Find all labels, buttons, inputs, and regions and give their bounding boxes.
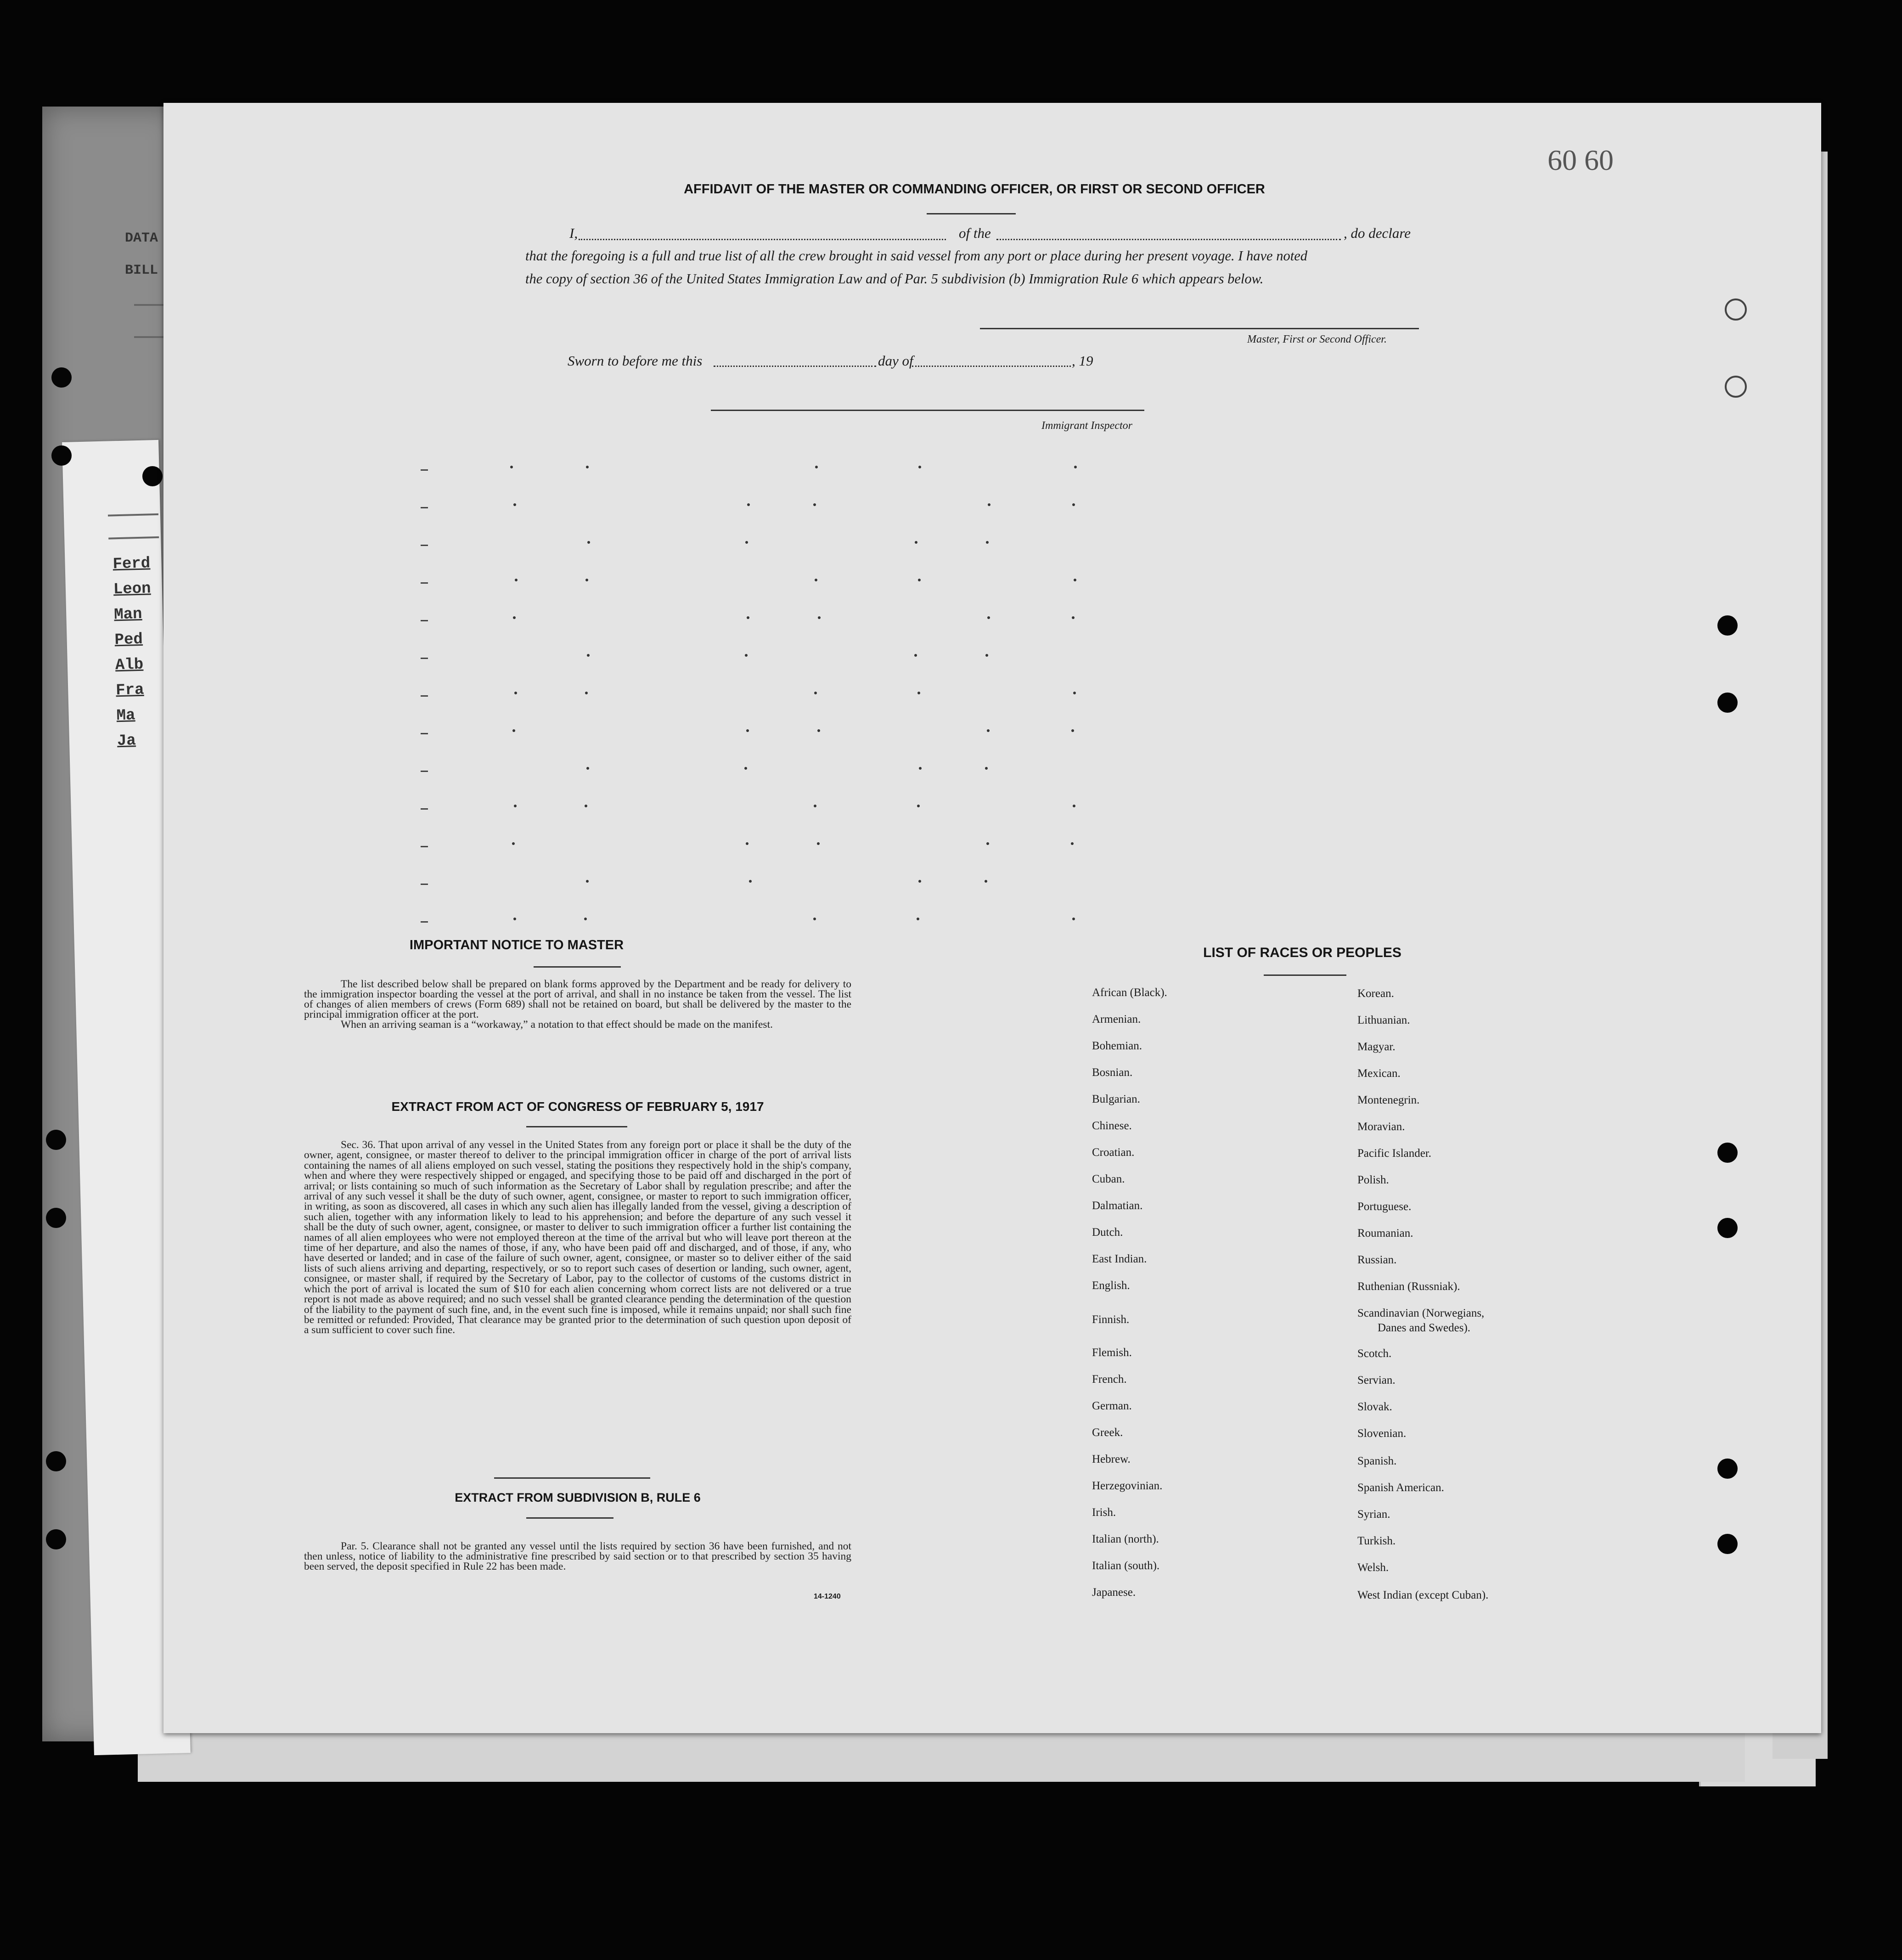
race-item: Ruthenian (Russniak).: [1357, 1280, 1460, 1293]
race-item: Korean.: [1357, 987, 1394, 1000]
slip-name: Man: [113, 605, 142, 624]
grid-dot: [515, 579, 518, 581]
grid-dot: [985, 654, 988, 657]
grid-dot: [814, 805, 816, 807]
grid-dot: [587, 541, 590, 544]
race-item: Slovenian.: [1357, 1427, 1407, 1440]
races-title: LIST OF RACES OR PEOPLES: [1203, 945, 1401, 960]
race-item: Syrian.: [1357, 1508, 1390, 1521]
extract-act-body: [304, 1140, 851, 1335]
race-item: Bohemian.: [1092, 1040, 1142, 1052]
race-item: Welsh.: [1357, 1561, 1389, 1574]
grid-dot: [1072, 616, 1075, 619]
grid-dot: [585, 579, 588, 581]
race-item: Cuban.: [1092, 1173, 1125, 1185]
race-item: Croatian.: [1092, 1146, 1135, 1159]
affidavit-line-3: the copy of section 36 of the United States Immigration Law and of Par. 5 subdivision (b) Immigration Rule 6 which appears below.: [525, 271, 1264, 287]
grid-dot: [817, 842, 820, 845]
slip-rule: [108, 513, 158, 517]
grid-dot: [1073, 805, 1075, 807]
slip-name: Ferd: [113, 555, 151, 574]
back-sheet-text-2: BILL: [125, 263, 158, 278]
race-item: Armenian.: [1092, 1013, 1141, 1025]
race-item: Pacific Islander.: [1357, 1147, 1432, 1160]
race-item: Scotch.: [1357, 1347, 1392, 1360]
grid-dot: [1071, 842, 1074, 845]
race-item: West Indian (except Cuban).: [1357, 1589, 1489, 1601]
slip-name: Ped: [114, 631, 143, 649]
race-item: Magyar.: [1357, 1041, 1396, 1053]
grid-dot: [513, 616, 516, 619]
grid-dot: [585, 692, 588, 694]
grid-dot: [585, 805, 587, 807]
grid-dot: [815, 466, 818, 468]
grid-dot: [986, 842, 989, 845]
notice-paragraph-2: When an arriving seaman is a “workaway,” a notation to that effect should be made on the manifest.: [341, 1019, 773, 1031]
race-item: Montenegrin.: [1357, 1094, 1420, 1106]
grid-dot: [586, 466, 589, 468]
binder-hole-right: [1717, 1459, 1738, 1479]
race-item: Herzegovinian.: [1092, 1480, 1163, 1492]
grid-dot: [513, 918, 516, 920]
grid-dash: [421, 620, 428, 621]
slip-name: Fra: [115, 681, 145, 700]
grid-dot: [586, 880, 589, 883]
slip-rule: [108, 536, 159, 540]
affidavit-declare-label: , do declare: [1344, 225, 1411, 241]
race-item: Chinese.: [1092, 1120, 1132, 1132]
form-number: 14-1240: [814, 1593, 841, 1600]
sworn-month-field[interactable]: [912, 366, 1071, 367]
grid-dash: [421, 658, 428, 659]
back-sheet-text-1: DATA: [125, 231, 158, 246]
grid-dot: [985, 880, 987, 883]
affidavit-title: AFFIDAVIT OF THE MASTER OR COMMANDING OFFICER, OR FIRST OR SECOND OFFICER: [684, 182, 1265, 197]
grid-dot: [918, 880, 921, 883]
race-item: Mexican.: [1357, 1067, 1401, 1080]
grid-dot: [745, 654, 748, 657]
grid-dash: [421, 808, 428, 810]
race-item: Dalmatian.: [1092, 1200, 1143, 1212]
grid-dot: [749, 880, 752, 883]
affidavit-vessel-label: of the: [959, 225, 991, 241]
grid-dot: [986, 541, 989, 544]
grid-dot: [1072, 503, 1075, 506]
grid-dot: [915, 541, 917, 544]
inspector-label: Immigrant Inspector: [1041, 420, 1132, 432]
grid-dot: [917, 918, 919, 920]
race-item: Polish.: [1357, 1174, 1389, 1186]
race-item: Italian (north).: [1092, 1533, 1159, 1545]
slip-name: Leon: [113, 580, 152, 599]
binder-hole: [46, 1130, 66, 1150]
form-sheet: [163, 103, 1821, 1733]
binder-hole-right: [1725, 376, 1747, 398]
grid-dash: [421, 846, 428, 847]
grid-dash: [421, 582, 428, 584]
grid-dot: [1074, 466, 1077, 468]
sworn-day-label: day of: [878, 353, 913, 369]
extract-rule-underline: [526, 1517, 613, 1519]
grid-dot: [813, 918, 816, 920]
grid-dash: [421, 695, 428, 697]
grid-dash: [421, 771, 428, 772]
binder-hole-right: [1717, 1534, 1738, 1554]
grid-dot: [1071, 729, 1074, 732]
race-item: East Indian.: [1092, 1253, 1147, 1265]
slip-name: Ma: [116, 707, 135, 725]
binder-hole-right: [1725, 299, 1747, 321]
race-item: Slovak.: [1357, 1401, 1392, 1413]
grid-dot: [747, 503, 750, 506]
grid-dot: [513, 503, 516, 506]
grid-dot: [987, 729, 990, 732]
grid-dot: [512, 842, 515, 845]
race-item: Lithuanian.: [1357, 1014, 1410, 1026]
grid-dot: [1074, 579, 1076, 581]
binder-hole: [142, 466, 163, 486]
slip-name: Alb: [115, 656, 144, 675]
grid-dash: [421, 507, 428, 508]
binder-hole: [46, 1529, 66, 1549]
bottom-sheet-edge: [138, 1727, 1745, 1782]
race-scandinavian-continued: Danes and Swedes).: [1378, 1322, 1471, 1334]
page-number-mark: 60 60: [1547, 144, 1614, 176]
race-item: Servian.: [1357, 1374, 1396, 1386]
race-item: Bulgarian.: [1092, 1093, 1140, 1105]
extract-rule-text: Par. 5. Clearance shall not be granted any vessel until the lists required by section 36 have been furnished, and not then unless, notice of liability to the administrative fine prescribed by said section or to that prescribed by section 35 having been served, the deposit specified in Rule 22 has been made.: [304, 1540, 851, 1572]
grid-dash: [421, 884, 428, 885]
grid-dash: [421, 921, 428, 923]
grid-dot: [814, 692, 817, 694]
binder-hole: [51, 367, 72, 388]
race-item: Hebrew.: [1092, 1453, 1131, 1465]
race-item: Japanese.: [1092, 1586, 1136, 1599]
race-item: Irish.: [1092, 1506, 1116, 1519]
race-item: Portuguese.: [1357, 1200, 1412, 1213]
grid-dot: [745, 541, 748, 544]
grid-dot: [917, 692, 920, 694]
grid-dot: [512, 729, 515, 732]
grid-dot: [746, 729, 749, 732]
binder-hole-right: [1717, 615, 1738, 636]
grid-dot: [918, 579, 921, 581]
inspector-signature-line[interactable]: [711, 410, 1144, 411]
sworn-label: Sworn to before me this: [568, 353, 703, 369]
binder-hole: [46, 1208, 66, 1228]
notice-underline: [534, 966, 621, 968]
race-item: Bosnian.: [1092, 1066, 1133, 1079]
grid-dot: [987, 616, 990, 619]
grid-dash: [421, 545, 428, 546]
race-item: Turkish.: [1357, 1535, 1396, 1547]
grid-dot: [514, 805, 517, 807]
race-item: Dutch.: [1092, 1226, 1123, 1239]
binder-hole-right: [1717, 693, 1738, 713]
binder-hole-right: [1717, 1218, 1738, 1238]
extract-rule-body: [304, 1541, 851, 1571]
race-item: English.: [1092, 1279, 1130, 1292]
race-item: Finnish.: [1092, 1313, 1130, 1326]
rule-separator: [494, 1477, 650, 1479]
affidavit-name-label: I,: [569, 225, 578, 241]
race-item: Spanish American.: [1357, 1481, 1444, 1494]
binder-hole-right: [1717, 1143, 1738, 1163]
vessel-name-field[interactable]: [996, 239, 1341, 240]
race-item: Italian (south).: [1092, 1560, 1160, 1572]
race-item: Roumanian.: [1357, 1227, 1413, 1239]
race-item: Spanish.: [1357, 1455, 1397, 1467]
notice-body: [304, 979, 851, 1030]
notice-paragraph-1: The list described below shall be prepared on blank forms approved by the Department and be ready for delivery to the immigration inspector boarding the vessel at the port of arrival, and shall in no instance be taken from the vessel. The list of changes of alien members of crews (Form 689) shall not be retained on board, but shall be delivered by the master to the principal immigration officer at the port.: [304, 978, 851, 1020]
grid-dot: [813, 503, 816, 506]
races-underline: [1264, 974, 1346, 976]
grid-dot: [988, 503, 990, 506]
affidavit-line-2: that the foregoing is a full and true list of all the crew brought in said vessel from any port or place during her present voyage. I have noted: [525, 248, 1307, 264]
grid-dot: [1072, 918, 1075, 920]
grid-dot: [815, 579, 817, 581]
grid-dot: [510, 466, 513, 468]
signature-line[interactable]: [980, 328, 1419, 329]
race-item: French.: [1092, 1373, 1127, 1386]
grid-dot: [918, 466, 921, 468]
grid-dot: [514, 692, 517, 694]
notice-title: IMPORTANT NOTICE TO MASTER: [409, 938, 624, 952]
race-item: African (Black).: [1092, 986, 1167, 999]
grid-dash: [421, 469, 428, 471]
grid-dot: [818, 616, 821, 619]
title-underline: [927, 213, 1016, 214]
slip-name: Ja: [117, 732, 136, 750]
grid-dot: [919, 767, 922, 770]
master-name-field[interactable]: [579, 239, 946, 240]
grid-dot: [744, 767, 747, 770]
grid-dot: [747, 616, 749, 619]
race-item: Russian.: [1357, 1254, 1397, 1266]
grid-dot: [914, 654, 917, 657]
extract-act-title: EXTRACT FROM ACT OF CONGRESS OF FEBRUARY 5, 1917: [391, 1099, 764, 1114]
sworn-day-field[interactable]: [714, 366, 876, 367]
binder-hole: [51, 445, 72, 466]
signature-label: Master, First or Second Officer.: [1247, 333, 1387, 345]
race-item: Scandinavian (Norwegians,: [1357, 1307, 1485, 1319]
grid-dot: [1073, 692, 1076, 694]
extract-act-underline: [526, 1126, 627, 1127]
race-item: German.: [1092, 1400, 1132, 1412]
grid-dot: [817, 729, 820, 732]
grid-dash: [421, 733, 428, 734]
extract-rule-title: EXTRACT FROM SUBDIVISION B, RULE 6: [455, 1491, 701, 1504]
grid-dot: [586, 767, 589, 770]
race-item: Greek.: [1092, 1426, 1123, 1439]
race-item: Moravian.: [1357, 1121, 1405, 1133]
race-item: Flemish.: [1092, 1346, 1132, 1359]
sworn-year-label: , 19: [1072, 353, 1093, 369]
grid-dot: [917, 805, 920, 807]
binder-hole: [46, 1451, 66, 1471]
grid-dot: [746, 842, 748, 845]
grid-dot: [584, 918, 587, 920]
extract-act-text: Sec. 36. That upon arrival of any vessel in the United States from any foreign port or place it shall be the duty of the owner, agent, consignee, or master thereof to deliver to the principal immigration officer in charge of the port of arrival lists containing the names of all aliens employed on such vessel, stating the positions they respectively hold in the ship's company, when and where they were respectively shipped or engaged, and specifying those to be paid off and discharged in the port of arrival; or lists containing so much of such information as the Secretary of Labor shall by regulation prescribe; and after the arrival of any such vessel it shall be the duty of such owner, agent, consignee, or master to report to such immigration officer, in writing, as soon as discovered, all cases in which any such alien has illegally landed from the vessel, giving a description of such alien, together with any information likely to lead to his apprehension; and before the departure of any such vessel it shall be the duty of such owner, agent, consignee, or master to deliver to such immigration officer a further list containing the names of all alien employees who were not employed thereon at the time of the arrival but who will leave port thereon at the time of her departure, and also the names of those, if any, who have been paid off and discharged, and of those, if any, who have deserted or landed; and in case of the failure of such owner, agent, consignee, or master so to deliver either of the said lists of such aliens arriving and departing, respectively, or so to report such cases of desertion or landing, such owner, agent, consignee, or master shall, if required by the Secretary of Labor, pay to the collector of customs of the customs district in which the port of arrival is located the sum of $10 for each alien concerning whom correct lists are not delivered or a true report is not made as above required; and no such vessel shall be granted clearance pending the determination of the question of the liability to the payment of such fine, and, in the event such fine is imposed, while it remains unpaid; nor shall such fine be remitted or refunded: Provided, That clearance may be granted prior to the determination of such question upon deposit of a sum sufficient to cover such fine.: [304, 1139, 851, 1336]
grid-dot: [587, 654, 590, 657]
grid-dot: [985, 767, 988, 770]
